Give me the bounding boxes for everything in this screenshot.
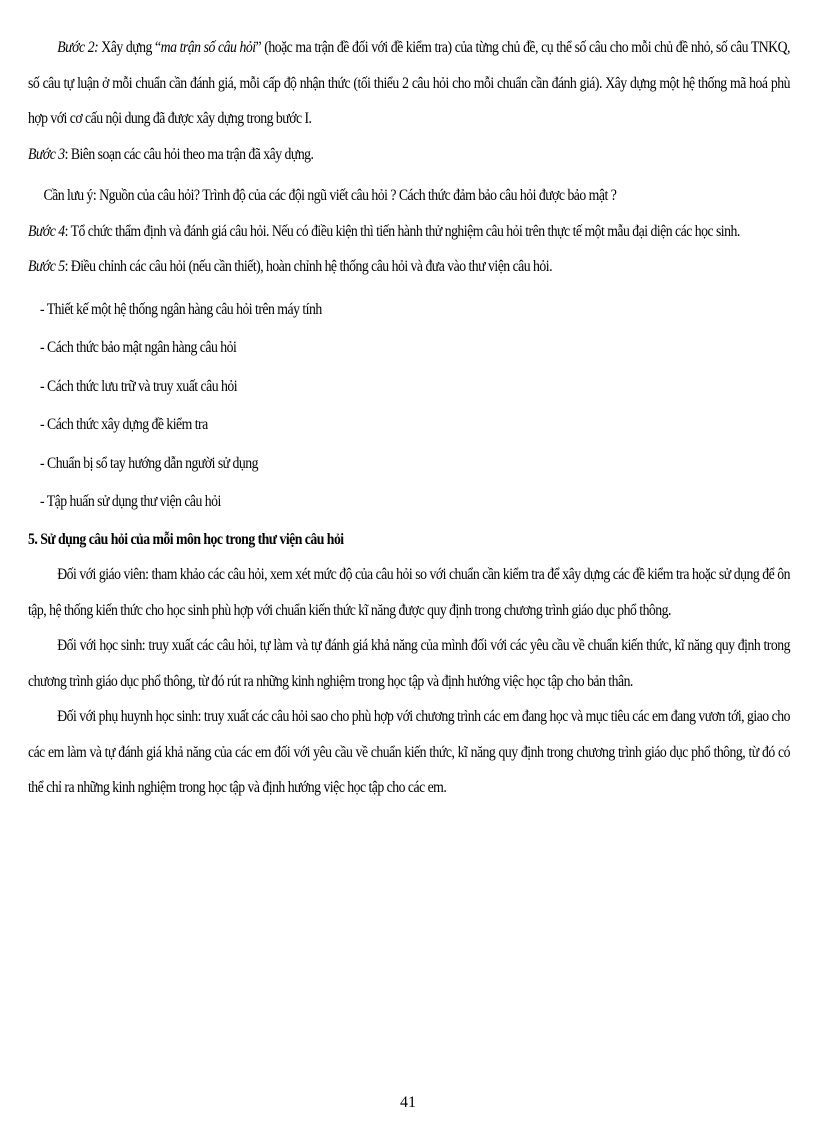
- document-page: [28, 30, 790, 806]
- step-2-emphasis: ma trận số câu hỏi: [160, 39, 256, 56]
- list-item: - Thiết kế một hệ thống ngân hàng câu hỏi trên máy tính: [40, 300, 322, 318]
- step-5-paragraph: [28, 249, 790, 285]
- step-3-paragraph: [28, 137, 790, 173]
- note-paragraph: Cần lưu ý: Nguồn của câu hỏi? Trình độ của các đội ngũ viết câu hỏi ? Cách thức đảm bảo câu hỏi được bảo mật ?: [43, 187, 617, 204]
- step-3-text: : Biên soạn các câu hỏi theo ma trận đã xây dựng.: [64, 145, 314, 163]
- list-item: - Tập huấn sử dụng thư viện câu hỏi: [40, 493, 221, 510]
- list-item: - Chuẩn bị sổ tay hướng dẫn người sử dụng: [40, 454, 258, 472]
- step-3-label: Bước 3: [28, 145, 65, 163]
- step-2-label: Bước 2:: [57, 39, 99, 56]
- step-5-text: : Điều chỉnh các câu hỏi (nếu cần thiết), hoàn chỉnh hệ thống câu hỏi và đưa vào thư viện câu hỏi.: [64, 258, 553, 275]
- list-item: - Cách thức bảo mật ngân hàng câu hỏi: [40, 339, 237, 356]
- step-2-text-a: Xây dựng “: [98, 39, 161, 56]
- bullet-list: [28, 291, 790, 522]
- teachers-paragraph: Đối với giáo viên: tham khảo các câu hỏi, xem xét mức độ của câu hỏi so với chuẩn cần kiểm tra để xây dựng các đề kiểm tra hoặc sử dụng để ôn tập, hệ thống kiến thức cho học sinh phù hợp với chuẩn kiến thức kĩ năng được quy định trong chương trình giáo dục phổ thông.: [28, 566, 790, 619]
- section-heading: 5. Sử dụng câu hỏi của mỗi môn học trong thư viện câu hỏi: [28, 530, 344, 548]
- step-2-text-b: ” (hoặc ma trận đề đối với đề kiểm tra) của từng chủ đề, cụ thể số câu cho mỗi chủ đề nhỏ, số câu TNKQ, số câu tự luận ở mỗi chuẩn cần đánh giá, mỗi cấp độ nhận thức (tối thiểu 2 câu hỏi cho mỗi chuẩn cần đánh giá). Xây dựng một hệ thống mã hoá phù hợp với cơ cấu nội dung đã được xây dựng trong bước I.: [28, 39, 790, 127]
- step-4-text: : Tổ chức thẩm định và đánh giá câu hỏi. Nếu có điều kiện thì tiến hành thử nghiệm câu hỏi trên thực tế một mẫu đại diện các học sinh.: [64, 222, 740, 240]
- parents-paragraph: Đối với phụ huynh học sinh: truy xuất các câu hỏi sao cho phù hợp với chương trình các em đang học và mục tiêu các em đang vươn tới, giao cho các em làm và tự đánh giá khả năng của các em đối với yêu cầu về chuẩn kiến thức, kĩ năng quy định trong chương trình giáo dục phổ thông, từ đó có thể chỉ ra những kinh nghiệm trong học tập và định hướng việc học tập cho các em.: [28, 708, 790, 796]
- list-item: - Cách thức xây dựng đề kiểm tra: [40, 416, 208, 433]
- step-5-label: Bước 5: [28, 258, 65, 275]
- step-4-paragraph: [28, 214, 790, 250]
- list-item: - Cách thức lưu trữ và truy xuất câu hỏi: [40, 377, 238, 395]
- step-2-paragraph: [28, 30, 790, 137]
- step-4-label: Bước 4: [28, 222, 65, 240]
- page-number: 41: [400, 1094, 416, 1111]
- students-paragraph: Đối với học sinh: truy xuất các câu hỏi, tự làm và tự đánh giá khả năng của mình đối với các yêu cầu về chuẩn kiến thức, kĩ năng quy định trong chương trình giáo dục phổ thông, từ đó rút ra những kinh nghiệm trong học tập và định hướng việc học tập cho bản thân.: [28, 637, 790, 690]
